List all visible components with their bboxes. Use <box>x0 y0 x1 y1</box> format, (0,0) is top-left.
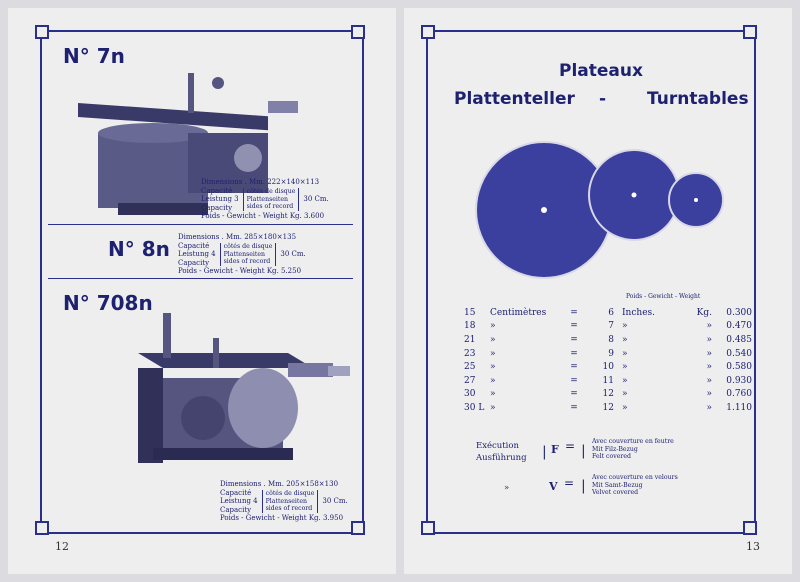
capacity-label-fr: Capacité <box>178 241 210 250</box>
left-page <box>8 8 396 574</box>
divider <box>48 278 353 279</box>
platter-spindle <box>541 207 547 213</box>
frame-corner <box>421 521 435 535</box>
cell-inch-unit: » <box>622 334 628 345</box>
cell-eq: = <box>570 389 578 400</box>
capacity-label-en: Capacity <box>220 505 252 514</box>
table-row <box>464 401 752 415</box>
table-row <box>464 347 752 361</box>
v-desc-fr: Avec couverture en velours <box>592 474 678 481</box>
capacity-label-de: Leistung 4 <box>178 250 216 259</box>
v-desc-de: Mit Samt-Bezug <box>592 481 643 489</box>
cell-inch-unit: » <box>622 402 628 413</box>
cell-kg-unit: » <box>706 375 712 386</box>
title-plattenteller: Plattenteller <box>454 89 575 109</box>
cell-cm-unit: » <box>490 389 496 400</box>
cell-cm: 30 L <box>464 402 485 413</box>
cell-inch: 7 <box>608 321 614 332</box>
execution-bracket: | <box>542 444 547 460</box>
table-row <box>464 374 752 388</box>
cell-kg-unit: » <box>706 402 712 413</box>
cell-eq: = <box>570 348 578 359</box>
frame-corner <box>351 25 365 39</box>
frame-corner <box>35 25 49 39</box>
cell-kg: 0.760 <box>726 389 752 400</box>
cell-inch-unit: » <box>622 348 628 359</box>
cell-cm-unit: » <box>490 375 496 386</box>
capacity-value: 30 Cm. <box>303 195 329 204</box>
model-708n-specs <box>220 480 348 523</box>
capacity-label-fr: Capacité <box>201 186 233 195</box>
cell-cm: 27 <box>464 375 476 386</box>
cell-eq: = <box>570 334 578 345</box>
record-sides-fr: côtés de disque <box>265 490 315 498</box>
model-8n-title: N° 8n <box>108 237 170 261</box>
cell-cm-unit: » <box>490 348 496 359</box>
cell-cm-unit: » <box>490 321 496 332</box>
cell-inch: 12 <box>602 402 614 413</box>
title-separator: - <box>599 89 607 109</box>
model-7n-weight: Poids - Gewicht - Weight Kg. 3.600 <box>201 212 325 221</box>
code-v-eq: = <box>564 476 575 490</box>
table-row <box>464 388 752 402</box>
table-row <box>464 333 752 347</box>
execution-label-de: Ausführung <box>476 453 527 463</box>
cell-cm: 18 <box>464 321 476 332</box>
capacity-label-fr: Capacité <box>220 488 252 497</box>
cell-cm: 15 <box>464 307 476 318</box>
title-plateaux: Plateaux <box>559 61 643 81</box>
code-v-bracket: | <box>581 478 586 494</box>
table-row <box>464 320 752 334</box>
cell-kg-unit: Kg. <box>696 307 712 318</box>
page-number: 13 <box>746 540 760 553</box>
frame-corner <box>743 25 757 39</box>
record-sides-en: sides of record <box>246 203 294 211</box>
code-f: F <box>551 443 559 456</box>
v-desc-en: Velvet covered <box>592 489 639 496</box>
code-f-eq: = <box>565 439 576 453</box>
execution-label-fr: Exécution <box>476 441 519 451</box>
record-sides-de: Plattenseiten <box>223 250 266 258</box>
execution-labels <box>476 440 527 464</box>
f-desc-en: Felt covered <box>592 453 631 460</box>
cell-kg: 0.930 <box>726 375 752 386</box>
frame-corner <box>351 521 365 535</box>
code-f-desc <box>592 438 674 461</box>
divider <box>48 224 353 225</box>
record-sides-en: sides of record <box>223 258 271 266</box>
model-708n-dimensions: Dimensions . Mm. 205×158×130 <box>220 480 339 488</box>
cell-inch: 9 <box>608 348 614 359</box>
f-desc-fr: Avec couverture en feutre <box>592 438 674 445</box>
model-7n-dimensions: Dimensions . Mm. 222×140×113 <box>201 178 320 186</box>
frame-corner <box>421 25 435 39</box>
capacity-label-de: Leistung 4 <box>220 497 258 506</box>
cell-cm: 25 <box>464 362 476 373</box>
record-sides-fr: côtés de disque <box>246 188 296 196</box>
table-row <box>464 306 752 320</box>
cell-kg-unit: » <box>706 348 712 359</box>
cell-inch: 10 <box>602 362 614 373</box>
cell-inch-unit: » <box>622 321 628 332</box>
capacity-label-en: Capacity <box>178 258 210 267</box>
model-708n-weight: Poids - Gewicht - Weight Kg. 3.950 <box>220 514 344 523</box>
title-turntables: Turntables <box>647 89 749 109</box>
cell-kg: 1.110 <box>726 402 752 413</box>
model-8n-specs <box>178 233 306 276</box>
cell-cm: 23 <box>464 348 476 359</box>
cell-kg-unit: » <box>706 362 712 373</box>
table-row <box>464 360 752 374</box>
cell-inch-unit: » <box>622 375 628 386</box>
cell-kg-unit: » <box>706 389 712 400</box>
frame-corner <box>743 521 757 535</box>
cell-kg: 0.580 <box>726 362 752 373</box>
cell-eq: = <box>570 402 578 413</box>
model-7n-specs <box>201 178 329 221</box>
cell-cm: 30 <box>464 389 476 400</box>
code-v: V <box>549 480 558 493</box>
turntables-illustration <box>469 138 729 288</box>
cell-inch: 6 <box>608 307 614 318</box>
capacity-label-en: Capacity <box>201 203 233 212</box>
cell-kg: 0.300 <box>726 307 752 318</box>
page-number: 12 <box>55 540 69 553</box>
cell-eq: = <box>570 375 578 386</box>
cell-cm: 21 <box>464 334 476 345</box>
cell-inch: 11 <box>602 375 614 386</box>
cell-inch-unit: » <box>622 362 628 373</box>
cell-kg: 0.540 <box>726 348 752 359</box>
cell-kg-unit: » <box>706 334 712 345</box>
cell-cm-unit: » <box>490 362 496 373</box>
record-sides-fr: côtés de disque <box>223 243 273 251</box>
v-prefix: » <box>504 483 510 493</box>
platter-spindle <box>694 198 698 202</box>
capacity-value: 30 Cm. <box>280 250 306 259</box>
model-8n-dimensions: Dimensions . Mm. 285×180×135 <box>178 233 297 241</box>
capacity-label-de: Leistung 3 <box>201 195 239 204</box>
cell-cm-unit: Centimètres <box>490 307 547 318</box>
cell-inch: 8 <box>608 334 614 345</box>
model-7n-title: N° 7n <box>63 44 125 68</box>
cell-eq: = <box>570 362 578 373</box>
cell-kg: 0.470 <box>726 321 752 332</box>
cell-cm-unit: » <box>490 402 496 413</box>
model-8n-weight: Poids - Gewicht - Weight Kg. 5.250 <box>178 267 302 276</box>
weight-header: Poids - Gewicht - Weight <box>626 293 701 300</box>
f-desc-de: Mit Filz-Bezug <box>592 445 638 453</box>
platter-spindle <box>632 193 637 198</box>
cell-kg-unit: » <box>706 321 712 332</box>
cell-cm-unit: » <box>490 334 496 345</box>
right-page <box>404 8 792 574</box>
capacity-value: 30 Cm. <box>322 497 348 506</box>
code-v-desc <box>592 474 678 497</box>
cell-inch-unit: Inches. <box>622 307 655 318</box>
model-708n-title: N° 708n <box>63 291 153 315</box>
code-f-bracket: | <box>581 443 586 459</box>
motor-708n-photo <box>123 308 363 473</box>
cell-inch-unit: » <box>622 389 628 400</box>
record-sides-de: Plattenseiten <box>246 195 289 203</box>
record-sides-de: Plattenseiten <box>265 497 308 505</box>
cell-eq: = <box>570 321 578 332</box>
cell-inch: 12 <box>602 389 614 400</box>
cell-kg: 0.485 <box>726 334 752 345</box>
cell-eq: = <box>570 307 578 318</box>
turntable-sizes-table <box>464 306 752 415</box>
record-sides-en: sides of record <box>265 505 313 513</box>
frame-corner <box>35 521 49 535</box>
